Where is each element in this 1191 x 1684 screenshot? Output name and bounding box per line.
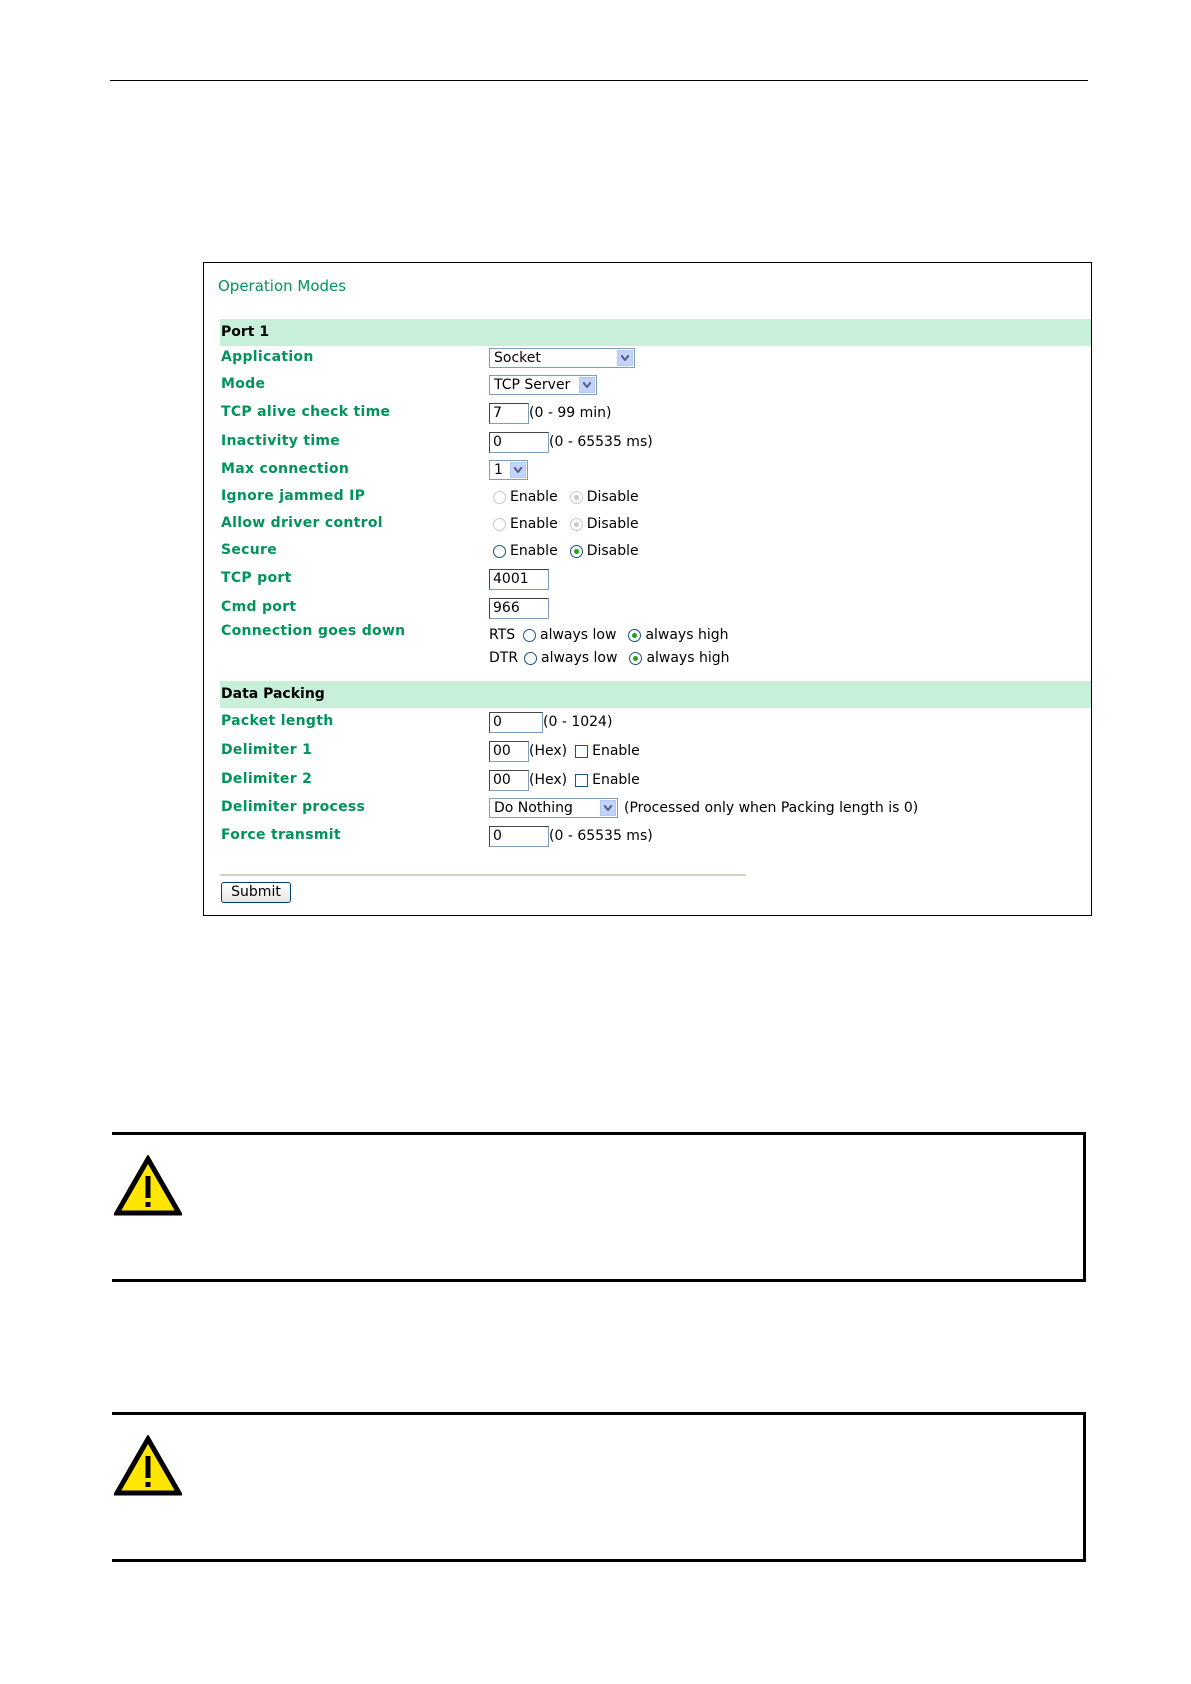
ignore-jammed-enable-radio[interactable]	[493, 491, 506, 504]
max-connection-select[interactable]: 1	[489, 460, 528, 480]
tcp-port-label: TCP port	[221, 570, 292, 586]
mode-select[interactable]: TCP Server	[489, 375, 597, 395]
packet-length-hint: (0 - 1024)	[543, 714, 613, 730]
tcp-alive-input[interactable]: 7	[489, 403, 529, 424]
allow-driver-label: Allow driver control	[221, 515, 383, 531]
delimiter2-enable-checkbox[interactable]	[575, 774, 588, 787]
port-section-header: Port 1	[220, 319, 1091, 346]
application-select[interactable]: Socket	[489, 348, 635, 368]
packet-length-label: Packet length	[221, 713, 334, 729]
delimiter1-label: Delimiter 1	[221, 742, 313, 758]
inactivity-label: Inactivity time	[221, 433, 341, 449]
ignore-jammed-row: Ignore jammed IP Enable Disable	[221, 488, 639, 505]
delimiter1-row: Delimiter 1 00 (Hex) Enable	[220, 739, 1091, 763]
connection-down-label: Connection goes down	[221, 623, 406, 639]
force-transmit-input[interactable]: 0	[489, 826, 549, 847]
application-row	[220, 346, 1091, 370]
warning-icon	[114, 1155, 182, 1217]
warning-icon	[114, 1435, 182, 1497]
ignore-jammed-label: Ignore jammed IP	[221, 488, 366, 504]
tcp-port-input[interactable]: 4001	[489, 569, 549, 590]
force-transmit-hint: (0 - 65535 ms)	[549, 828, 653, 844]
warning-box	[112, 1132, 1086, 1282]
dtr-low-radio[interactable]	[524, 652, 537, 665]
submit-button[interactable]: Submit	[221, 882, 291, 903]
cmd-port-row	[220, 596, 1091, 620]
allow-driver-enable-radio[interactable]	[493, 518, 506, 531]
chevron-down-icon	[510, 462, 526, 478]
max-connection-row	[220, 458, 1091, 482]
allow-driver-disable-radio[interactable]	[570, 518, 583, 531]
rts-low-radio[interactable]	[523, 629, 536, 642]
secure-row: Secure Enable Disable	[221, 542, 639, 559]
dtr-high-radio[interactable]	[629, 652, 642, 665]
panel-title: Operation Modes	[218, 277, 347, 295]
delimiter-process-row	[220, 796, 1091, 820]
delimiter-process-label: Delimiter process	[221, 799, 366, 815]
delimiter2-label: Delimiter 2	[221, 771, 313, 787]
max-connection-label: Max connection	[221, 461, 350, 477]
packet-length-input[interactable]: 0	[489, 712, 543, 733]
warning-box	[112, 1412, 1086, 1562]
rts-high-radio[interactable]	[628, 629, 641, 642]
mode-row	[220, 373, 1091, 397]
operation-modes-panel	[203, 262, 1092, 916]
secure-enable-radio[interactable]	[493, 545, 506, 558]
packet-length-row	[220, 710, 1091, 734]
chevron-down-icon	[617, 350, 633, 366]
connection-down-row: Connection goes down RTS always low always high DTR always low always high	[221, 623, 730, 666]
form-divider	[220, 874, 746, 876]
tcp-alive-hint: (0 - 99 min)	[529, 405, 612, 421]
delimiter1-enable-checkbox[interactable]	[575, 745, 588, 758]
secure-label: Secure	[221, 542, 278, 558]
cmd-port-label: Cmd port	[221, 599, 297, 615]
mode-label: Mode	[221, 376, 266, 392]
inactivity-row	[220, 430, 1091, 454]
secure-disable-radio[interactable]	[570, 545, 583, 558]
data-packing-section-header: Data Packing	[220, 681, 1091, 708]
delimiter-process-hint: (Processed only when Packing length is 0)	[624, 800, 919, 816]
rts-label: RTS	[489, 627, 516, 643]
force-transmit-row	[220, 824, 1091, 848]
cmd-port-input[interactable]: 966	[489, 598, 549, 619]
chevron-down-icon	[600, 800, 616, 816]
inactivity-hint: (0 - 65535 ms)	[549, 434, 653, 450]
delimiter2-row: Delimiter 2 00 (Hex) Enable	[220, 768, 1091, 792]
force-transmit-label: Force transmit	[221, 827, 341, 843]
delimiter2-input[interactable]: 00	[489, 770, 529, 791]
dtr-label: DTR	[489, 650, 519, 666]
inactivity-input[interactable]: 0	[489, 432, 549, 453]
tcp-port-row	[220, 567, 1091, 591]
tcp-alive-row	[220, 401, 1091, 425]
header-rule	[110, 80, 1088, 81]
ignore-jammed-disable-radio[interactable]	[570, 491, 583, 504]
delimiter1-input[interactable]: 00	[489, 741, 529, 762]
delimiter-process-select[interactable]: Do Nothing	[489, 798, 618, 818]
chevron-down-icon	[579, 377, 595, 393]
tcp-alive-label: TCP alive check time	[221, 404, 391, 420]
allow-driver-row: Allow driver control Enable Disable	[221, 515, 639, 532]
application-label: Application	[221, 349, 314, 365]
